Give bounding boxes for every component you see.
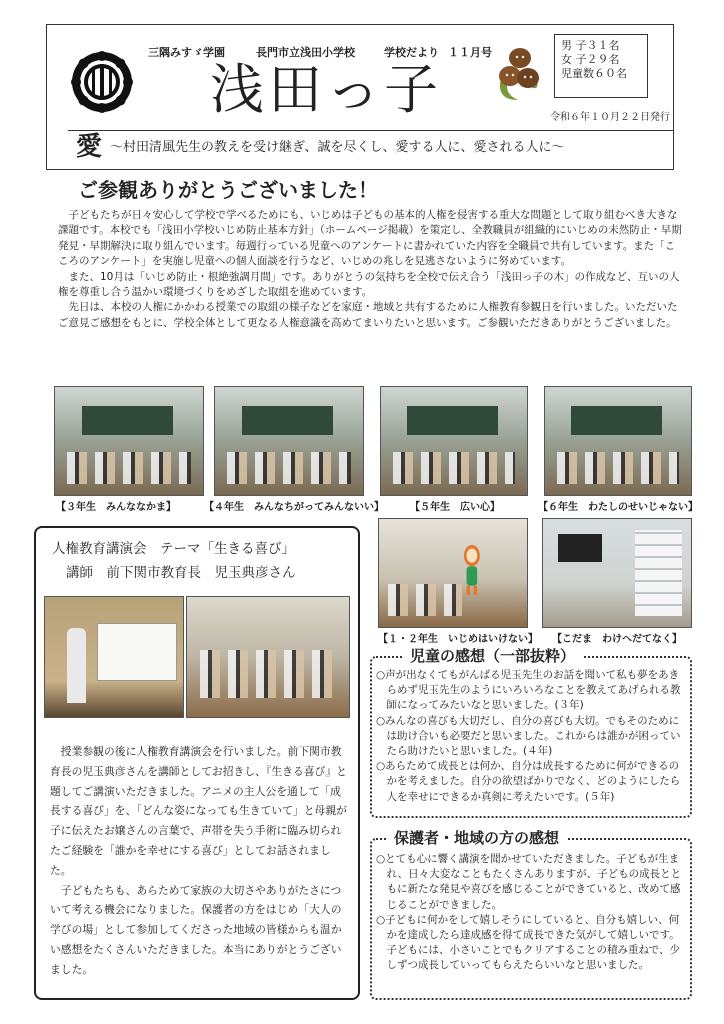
student-impressions-list <box>376 668 688 805</box>
count-male: 男 子３１名 <box>561 39 620 52</box>
section-title: ご参観ありがとうございました！ <box>78 178 378 202</box>
photo-grade5-class <box>380 386 528 496</box>
issue-month: １１月号 <box>448 46 492 59</box>
newsletter-title: 浅田っ子 <box>210 58 442 121</box>
masthead-divider <box>68 130 674 131</box>
motto-character: 愛 <box>76 132 103 162</box>
list-item: ○声が出なくてもがんばる児玉先生のお話を聞いて私も夢をあきらめず児玉先生のようにいろいろなことを教えてあげられる教師になってみたいなと思いました。(３年) <box>376 669 681 712</box>
paragraph: また、10月は「いじめ防止・根絶強調月間」です。ありがとうの気持ちを全校で伝え合う「浅田っ子の木」の作成など、互いの人権を尊重し合う温かい環境づくりをめざした取組を進めています。 <box>58 270 680 299</box>
count-total: 児童数６０名 <box>561 67 627 80</box>
paragraph: 先日は、本校の人権にかかわる授業での取組の様子などを家庭・地域と共有するために人権教育参観日を行いました。いただいたご意見ご感想をもとに、学校全体として更なる人権意識を高めてまいりたいと思います。ご参観いただきありがとうございました。 <box>58 301 678 329</box>
student-count-box <box>554 34 648 98</box>
paragraph: 授業参観の後に人権教育講演会を行いました。前下関市教育長の児玉典彦さんを講師としてお招きし、『生きる喜び』と題してご講演いただきました。アニメの主人公を通して「成長する喜び」を、「どんな姿になっても生きていて」と母親が子に伝えたお嬢さんの言葉で、声帯を失う手術に臨み切られたご経験を「誰かを幸せにする喜び」としてお話されました。 <box>50 745 347 877</box>
photo-caption: 【６年生 わたしのせいじゃない】 <box>538 502 698 513</box>
section-body <box>58 208 682 331</box>
lecture-heading: 人権教育講演会 テーマ「生きる喜び」 <box>52 541 295 557</box>
count-female: 女 子２９名 <box>561 53 620 66</box>
publication-date: 令和６年１０月２２日発行 <box>550 112 670 123</box>
photo-caption: 【４年生 みんなちがってみんないい】 <box>204 502 384 513</box>
school-union: 三隅みすゞ学園 <box>148 46 225 59</box>
list-item: ○みんなの喜びも大切だし、自分の喜びも大切。でもそのためには助け合いも必要だと思いました。これからは誰かが困っていたら助けたいと思いました。(４年) <box>376 714 681 758</box>
newsletter-type: 学校だより <box>384 46 439 59</box>
photo-caption: 【こだま わけへだてなく】 <box>552 634 682 645</box>
photo-grade6-class <box>544 386 692 496</box>
photo-caption: 【３年生 みんななかま】 <box>56 502 176 513</box>
paragraph: 子どもたちも、あらためて家族の大切さやありがたさについて考える機会になりました。保護者の方をはじめ「大人の学びの場」として参加してくださった地域の皆様からも温かい感想をたくさんいただきました。本当にありがとうございました。 <box>50 883 342 976</box>
photo-lecturer <box>44 596 184 718</box>
photo-grade3-class <box>54 386 204 496</box>
chestnut-illustration-icon <box>496 44 544 104</box>
mascot-icon <box>463 532 481 608</box>
photo-caption: 【５年生 広い心】 <box>410 502 500 513</box>
list-item: ○子どもに何かをして嬉しそうにしていると、自分も嬉しい、何かを達成したら達成感を得て成長できた気がして嬉しいです。子どもには、小さいことでもクリアすることの積み重ねで、少しずつ成長していってもらえたらいいなと思いました。 <box>376 913 681 972</box>
school-motto: ～村田清風先生の教えを受け継ぎ、誠を尽くし、愛する人に、愛される人に～ <box>110 140 565 155</box>
paragraph: 子どもたちが日々安心して学校で学べるためにも、いじめは子どもの基本的人権を侵害する重大な問題として取り組むべき大きな課題です。本校でも「浅田小学校いじめ防止基本方針」（ホームページ掲載）を策定し、全教職員が組織的にいじめの未然防止・早期発見・早期解決に取り組んでいます。毎週行っている児童へのアンケートに書かれていた内容を全職員で共有しています。また「こころのアンケート」を実施し児童への個人面談を行うなど、いじめの兆しを見逃さないように努めています。 <box>58 209 682 268</box>
school-name: 長門市立浅田小学校 <box>256 46 355 59</box>
lecture-speaker: 講師 前下関市教育長 児玉典彦さん <box>66 565 296 581</box>
lecture-body <box>50 742 350 980</box>
photo-grade1-2-class <box>378 518 528 628</box>
list-item: ○あらためて成長とは何か、自分は成長するために何ができるのかを考えました。自分の欲望ばかりでなく、どのようにしたら人を幸せにできるか真剣に考えたいです。(５年) <box>376 760 681 803</box>
photo-grade4-class <box>214 386 364 496</box>
student-impressions-title: 児童の感想（一部抜粋） <box>402 647 583 665</box>
guardian-impressions-list <box>376 852 688 974</box>
photo-caption: 【１・２年生 いじめはいけない】 <box>378 634 538 645</box>
guardian-impressions-title: 保護者・地域の方の感想 <box>386 829 567 847</box>
school-emblem-icon <box>70 50 134 114</box>
list-item: ○とても心に響く講演を聞かせていただきました。子どもが生まれ、日々大変なこともたくさんありますが、子どもの成長とともに新たな発見や喜びを感じることができていると、改めて感じることができました。 <box>376 853 682 911</box>
photo-kodama-class <box>542 518 692 628</box>
photo-audience <box>186 596 350 718</box>
